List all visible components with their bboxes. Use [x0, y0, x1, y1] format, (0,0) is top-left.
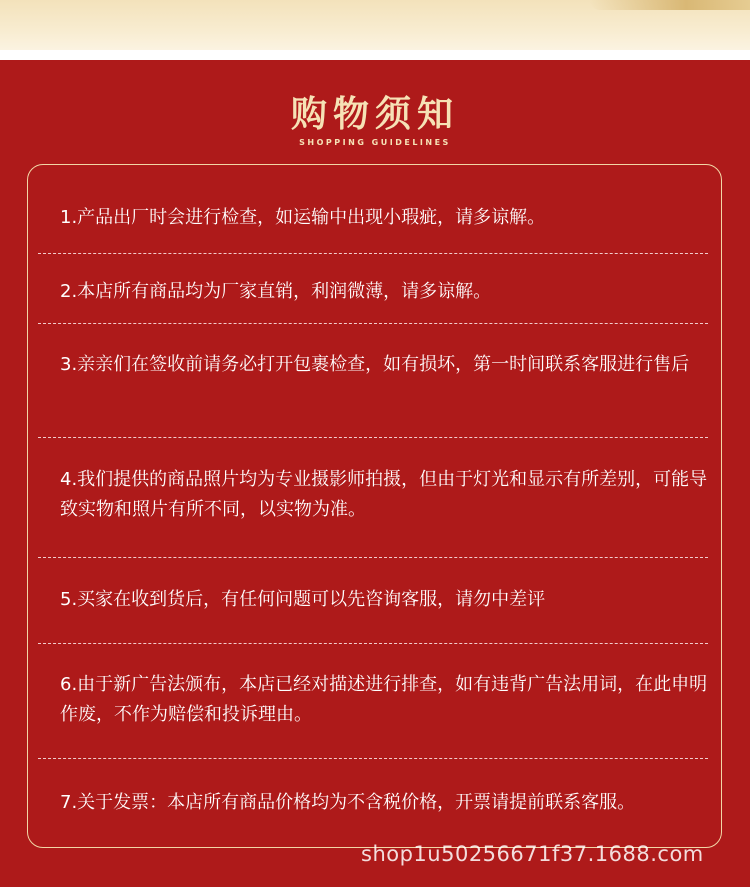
guideline-divider [38, 557, 708, 558]
guideline-item-2: 2.本店所有商品均为厂家直销，利润微薄，请多谅解。 [60, 281, 492, 302]
section-gap [0, 50, 750, 60]
page-title: 购物须知 [290, 93, 459, 135]
guideline-divider [38, 253, 708, 254]
decorative-gold-stroke [590, 0, 750, 10]
guideline-divider [38, 437, 708, 438]
guideline-item-6: 6.由于新广告法颁布，本店已经对描述进行排查，如有违背广告法用词，在此申明作废，不作为赔偿和投诉理由。 [60, 674, 708, 725]
guideline-item-3: 3.亲亲们在签收前请务必打开包裹检查，如有损坏，第一时间联系客服进行售后 [60, 354, 690, 375]
guideline-item-1: 1.产品出厂时会进行检查，如运输中出现小瑕疵，请多谅解。 [60, 207, 546, 228]
guideline-item-5: 5.买家在收到货后，有任何问题可以先咨询客服，请勿中差评 [60, 589, 546, 610]
guideline-item-7: 7.关于发票：本店所有商品价格均为不含税价格，开票请提前联系客服。 [60, 792, 636, 813]
watermark: shop1u50256671f37.1688.com [361, 842, 704, 866]
guideline-divider [38, 323, 708, 324]
page-subtitle: SHOPPING GUIDELINES [299, 138, 451, 147]
top-banner [0, 0, 750, 50]
guideline-divider [38, 643, 708, 644]
guideline-divider [38, 758, 708, 759]
guideline-item-4: 4.我们提供的商品照片均为专业摄影师拍摄，但由于灯光和显示有所差别，可能导致实物和照片有所不同，以实物为准。 [60, 469, 708, 520]
